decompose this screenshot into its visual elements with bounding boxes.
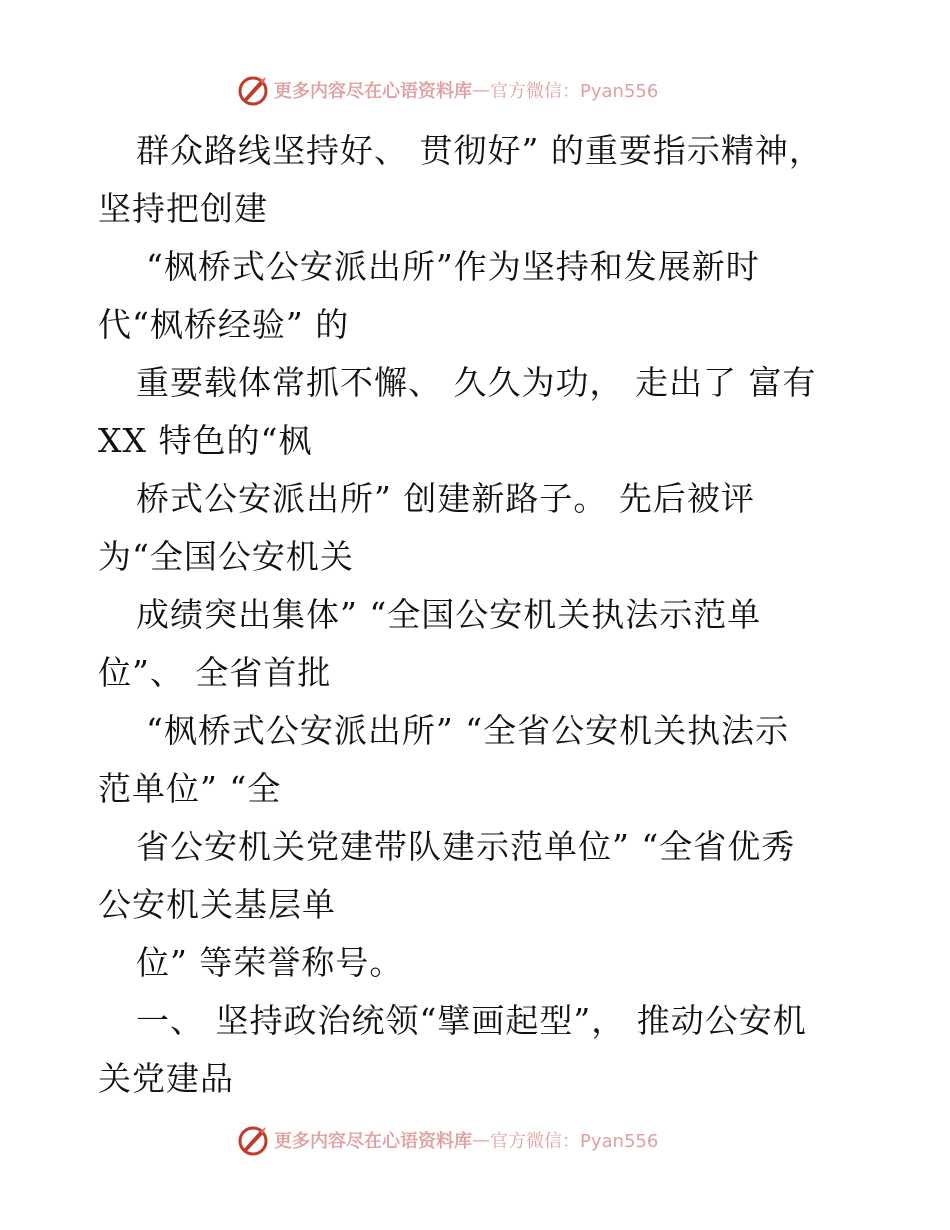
text-line: 群众路线坚持好、 贯彻好” 的重要指示精神， xyxy=(136,131,823,170)
text-line: 重要载体常抓不懈、 久久为功， 走出了 富有 xyxy=(136,363,817,402)
text-line: “枫桥式公安派出所” “全省公安机关执法示 xyxy=(146,711,790,750)
text-line: 坚持把创建 xyxy=(98,189,268,228)
text-line: 成绩突出集体” “全国公安机关执法示范单 xyxy=(136,595,762,634)
feather-pen-logo-icon xyxy=(236,1123,270,1157)
text-line: 为“全国公安机关 xyxy=(98,537,354,576)
text-line: 代“枫桥经验” 的 xyxy=(98,305,350,344)
watermark-separator: — xyxy=(472,79,490,101)
watermark-site-text: 更多内容尽在心语资料库 xyxy=(274,81,472,102)
watermark-wechat-text: 官方微信：Pyan556 xyxy=(490,81,659,102)
watermark-site-text: 更多内容尽在心语资料库 xyxy=(274,1131,472,1152)
text-line: 位”、 全省首批 xyxy=(98,653,332,692)
text-line: “枫桥式公安派出所”作为坚持和发展新时 xyxy=(146,247,760,286)
text-line: XX 特色的“枫 xyxy=(98,421,313,460)
text-line: 公安机关基层单 xyxy=(98,885,336,924)
text-line: 桥式公安派出所” 创建新路子。 先后被评 xyxy=(136,479,755,518)
header-watermark xyxy=(236,72,658,108)
text-line: 范单位” “全 xyxy=(98,769,282,808)
text-line: 一、 坚持政治统领“擘画起型”， 推动公安机 xyxy=(136,1001,807,1040)
watermark-separator: — xyxy=(472,1129,490,1151)
document-body xyxy=(98,122,938,1108)
text-line: 位” 等荣誉称号。 xyxy=(136,943,404,982)
text-line: 省公安机关党建带队建示范单位” “全省优秀 xyxy=(136,827,796,866)
watermark-wechat-text: 官方微信：Pyan556 xyxy=(490,1131,659,1152)
feather-pen-logo-icon xyxy=(236,73,270,107)
footer-watermark xyxy=(236,1122,658,1158)
text-line: 关党建品 xyxy=(98,1059,234,1098)
